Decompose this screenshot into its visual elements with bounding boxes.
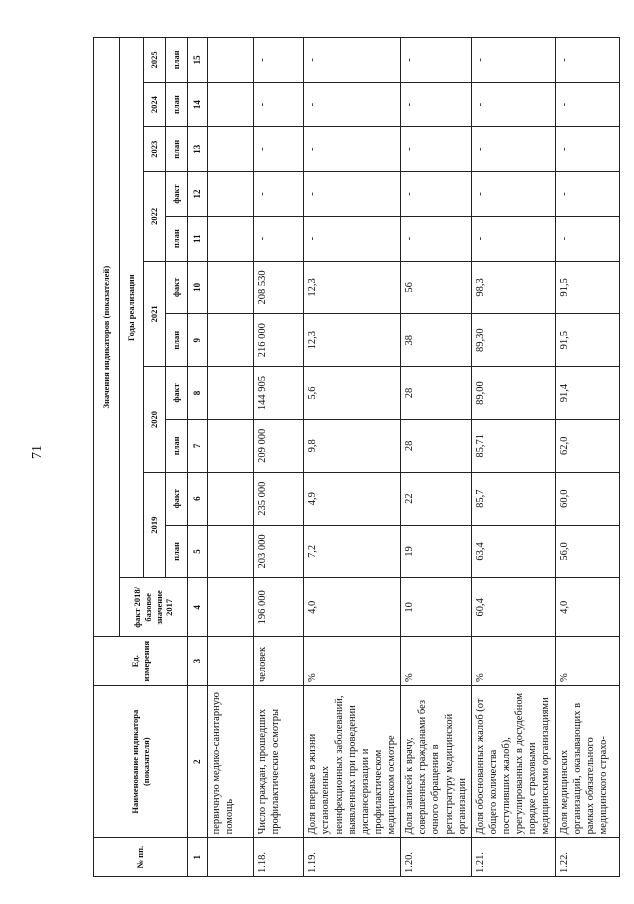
value-cell: - <box>555 82 619 127</box>
indicator-name: Доля медицинских организаций, оказывающих в рамках обязательного медицинского страхо- <box>555 686 619 838</box>
value-cell: - <box>401 216 472 261</box>
continuation-text: первичную медико-санитарную помощь <box>208 686 254 838</box>
table-row <box>304 38 401 877</box>
value-cell: 4,0 <box>555 578 619 637</box>
value-cell: 60,0 <box>555 472 619 525</box>
row-number: 1.18. <box>254 838 304 877</box>
header-year-2024: 2024 <box>144 82 166 127</box>
rotated-table-sheet <box>93 37 627 877</box>
value-cell: 63,4 <box>471 525 555 578</box>
header-name: Наименование индикатора (показателя) <box>94 686 188 838</box>
value-cell: - <box>555 216 619 261</box>
value-cell: - <box>401 38 472 83</box>
unit-cell: % <box>471 637 555 686</box>
value-cell: 85,7 <box>471 472 555 525</box>
value-cell: 60,4 <box>471 578 555 637</box>
value-cell: 7,2 <box>304 525 401 578</box>
value-cell: 56,0 <box>555 525 619 578</box>
value-cell: - <box>471 82 555 127</box>
header-unit: Ед. измерения <box>94 637 188 686</box>
value-cell: 5,6 <box>304 367 401 420</box>
header-no: № пп. <box>94 838 188 877</box>
value-cell: 28 <box>401 419 472 472</box>
value-cell: 4,0 <box>304 578 401 637</box>
value-cell: 85,71 <box>471 419 555 472</box>
col-number: 4 <box>188 578 208 637</box>
value-cell: - <box>254 82 304 127</box>
header-years-group: Годы реализации <box>120 38 144 578</box>
header-plan: план <box>166 216 188 261</box>
table-row <box>254 38 304 877</box>
value-cell: 235 000 <box>254 472 304 525</box>
col-number: 7 <box>188 419 208 472</box>
header-fact: факт <box>166 172 188 217</box>
row-number <box>208 838 254 877</box>
value-cell: 22 <box>401 472 472 525</box>
header-year-2023: 2023 <box>144 127 166 172</box>
value-cell: - <box>304 127 401 172</box>
unit-cell: % <box>401 637 472 686</box>
col-number: 2 <box>188 686 208 838</box>
value-cell: 28 <box>401 367 472 420</box>
value-cell: - <box>555 127 619 172</box>
col-number: 3 <box>188 637 208 686</box>
header-year-2025: 2025 <box>144 38 166 83</box>
row-number: 1.22. <box>555 838 619 877</box>
value-cell: 38 <box>401 314 472 367</box>
value-cell: 56 <box>401 261 472 314</box>
value-cell: - <box>555 172 619 217</box>
value-cell: 209 000 <box>254 419 304 472</box>
header-fact: факт <box>166 261 188 314</box>
value-cell: - <box>304 172 401 217</box>
value-cell: 91,4 <box>555 367 619 420</box>
value-cell: 89,30 <box>471 314 555 367</box>
header-values-group: Значения индикаторов (показателей) <box>94 38 120 637</box>
col-number: 9 <box>188 314 208 367</box>
page-number: 71 <box>30 445 45 459</box>
table-row <box>471 38 555 877</box>
value-cell: 91,5 <box>555 314 619 367</box>
header-plan: план <box>166 82 188 127</box>
indicator-name: Доля впервые в жизни установленных неинфекционных заболеваний, выявленных при проведении диспансеризации и профилактическом медицинском осмотре <box>304 686 401 838</box>
value-cell: - <box>471 172 555 217</box>
indicator-name: Число граждан, прошедших профилактические осмотры <box>254 686 304 838</box>
value-cell: - <box>401 127 472 172</box>
value-cell: 10 <box>401 578 472 637</box>
indicator-name: Доля записей к врачу, совершенных гражданами без очного обращения в регистратуру медицинской организации <box>401 686 472 838</box>
value-cell: 91,5 <box>555 261 619 314</box>
header-plan: план <box>166 127 188 172</box>
value-cell: - <box>555 38 619 83</box>
value-cell: 62,0 <box>555 419 619 472</box>
value-cell: 89,00 <box>471 367 555 420</box>
value-cell: 19 <box>401 525 472 578</box>
value-cell: - <box>304 38 401 83</box>
header-year-2021: 2021 <box>144 261 166 367</box>
value-cell: 12,3 <box>304 261 401 314</box>
row-number: 1.20. <box>401 838 472 877</box>
col-number: 15 <box>188 38 208 83</box>
value-cell: - <box>254 38 304 83</box>
value-cell: 4,9 <box>304 472 401 525</box>
value-cell: - <box>254 127 304 172</box>
value-cell: 98,3 <box>471 261 555 314</box>
value-cell: 208 530 <box>254 261 304 314</box>
value-cell: - <box>304 82 401 127</box>
value-cell: - <box>471 127 555 172</box>
header-fact: факт <box>166 472 188 525</box>
header-plan: план <box>166 38 188 83</box>
value-cell: 12,3 <box>304 314 401 367</box>
value-cell: - <box>401 172 472 217</box>
unit-cell: % <box>304 637 401 686</box>
col-number: 14 <box>188 82 208 127</box>
row-number: 1.21. <box>471 838 555 877</box>
header-year-2022: 2022 <box>144 172 166 261</box>
value-cell: 203 000 <box>254 525 304 578</box>
header-plan: план <box>166 525 188 578</box>
table-row <box>555 38 619 877</box>
col-number: 13 <box>188 127 208 172</box>
col-number: 8 <box>188 367 208 420</box>
header-plan: план <box>166 419 188 472</box>
value-cell: 9,8 <box>304 419 401 472</box>
value-cell: - <box>254 172 304 217</box>
value-cell: - <box>254 216 304 261</box>
row-number: 1.19. <box>304 838 401 877</box>
continuation-row <box>208 38 254 877</box>
col-number: 11 <box>188 216 208 261</box>
unit-cell: человек <box>254 637 304 686</box>
header-fact: факт <box>166 367 188 420</box>
unit-cell: % <box>555 637 619 686</box>
value-cell: - <box>304 216 401 261</box>
header-base: факт 2018/базовое значение 2017 <box>120 578 188 637</box>
value-cell: - <box>471 38 555 83</box>
table-row <box>401 38 472 877</box>
value-cell: 144 905 <box>254 367 304 420</box>
value-cell: - <box>401 82 472 127</box>
header-plan: план <box>166 314 188 367</box>
header-year-2019: 2019 <box>144 472 166 578</box>
indicator-name: Доля обоснованных жалоб (от общего количества поступивших жалоб), урегулированных в досудебном порядке страховыми медицинскими организациями <box>471 686 555 838</box>
header-year-2020: 2020 <box>144 367 166 473</box>
col-number: 12 <box>188 172 208 217</box>
col-number: 10 <box>188 261 208 314</box>
col-number: 6 <box>188 472 208 525</box>
value-cell: 196 000 <box>254 578 304 637</box>
value-cell: - <box>471 216 555 261</box>
col-number: 5 <box>188 525 208 578</box>
value-cell: 216 000 <box>254 314 304 367</box>
column-numbers-row <box>188 38 208 877</box>
col-number: 1 <box>188 838 208 877</box>
indicators-table <box>93 37 620 877</box>
